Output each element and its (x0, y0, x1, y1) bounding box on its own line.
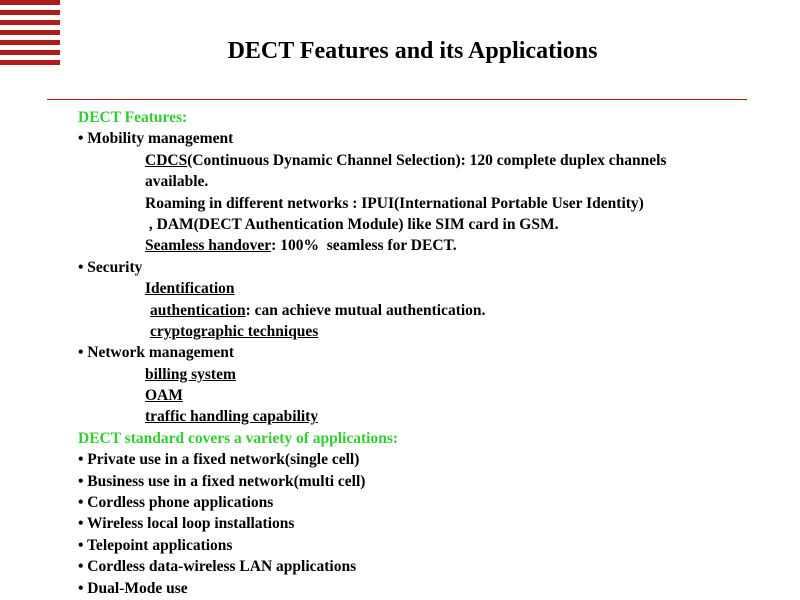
application-item: • Private use in a fixed network(single cell) (78, 451, 360, 469)
network-item-billing (78, 364, 768, 385)
application-item: • Cordless data-wireless LAN applications (78, 558, 357, 576)
authentication-description: : can achieve mutual authentication. (245, 301, 486, 319)
cdcs-line-continued: available. (145, 173, 209, 191)
security-item-authentication (78, 300, 768, 321)
network-bullet: • Network management (78, 344, 235, 362)
application-item: • Wireless local loop installations (78, 515, 295, 533)
application-item: • Cordless phone applications (78, 494, 274, 512)
traffic-term: traffic handling capability (145, 408, 319, 426)
billing-term: billing system (145, 365, 236, 383)
cdcs-line (78, 150, 768, 171)
application-item: • Business use in a fixed network(multi cell) (78, 472, 366, 490)
authentication-term: authentication (150, 301, 246, 319)
title-stripes-decoration (0, 0, 60, 70)
applications-heading: DECT standard covers a variety of applications: (78, 429, 399, 447)
application-item: • Telepoint applications (78, 536, 233, 554)
handover-line (78, 235, 768, 256)
network-item-traffic (78, 406, 768, 427)
slide-body (78, 107, 768, 599)
handover-term: Seamless handover (145, 237, 272, 255)
identification-term: Identification (145, 280, 235, 298)
handover-description: : 100% seamless for DECT. (271, 237, 457, 255)
security-item-identification (78, 278, 768, 299)
title-divider (47, 99, 747, 100)
roaming-line-continued: , DAM(DECT Authentication Module) like SIM card in GSM. (145, 215, 559, 233)
security-bullet: • Security (78, 258, 143, 276)
application-item: • Dual-Mode use (78, 579, 188, 597)
roaming-line: Roaming in different networks : IPUI(International Portable User Identity) (145, 194, 644, 212)
mobility-bullet: • Mobility management (78, 130, 234, 148)
cryptographic-term: cryptographic techniques (150, 322, 319, 340)
slide-title: DECT Features and its Applications (227, 38, 598, 64)
cdcs-term: CDCS (145, 151, 188, 169)
oam-term: OAM (145, 387, 183, 405)
features-heading: DECT Features: (78, 109, 188, 126)
network-item-oam (78, 385, 768, 406)
security-item-cryptographic (78, 321, 768, 342)
cdcs-description: (Continuous Dynamic Channel Selection): 120 complete duplex channels (187, 151, 667, 169)
